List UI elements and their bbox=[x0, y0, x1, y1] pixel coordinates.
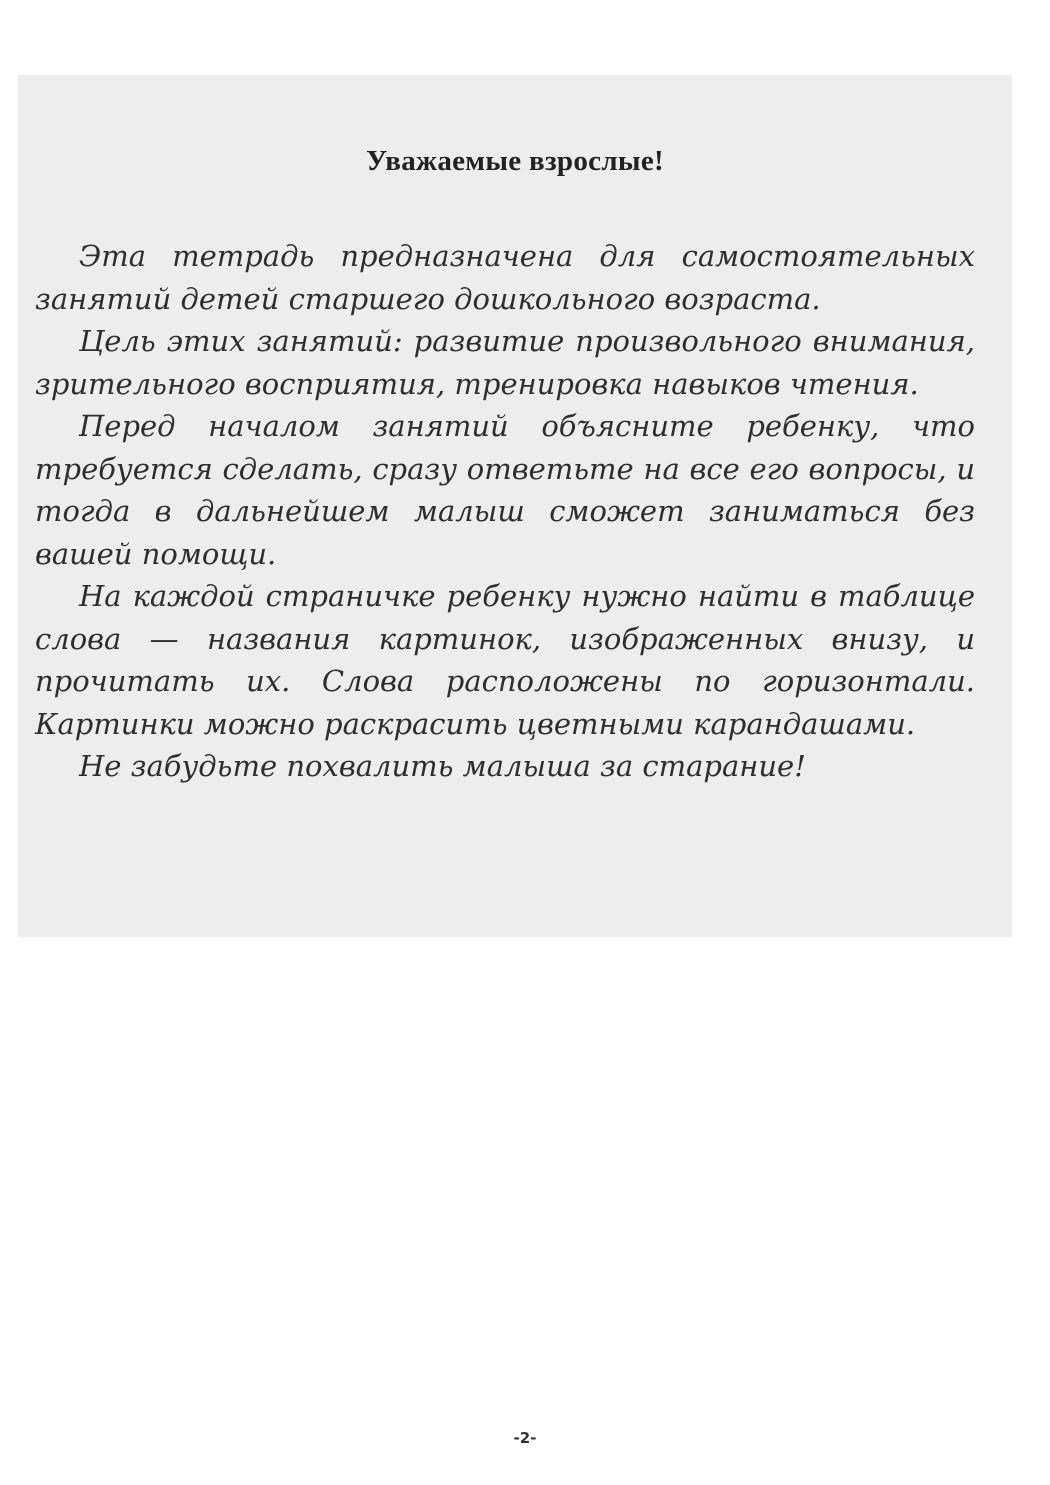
paragraph-instructions: Перед началом занятий объясните ребенку, что требуется сделать, сразу ответьте на все его вопросы, и тогда в дальнейшем малыш сможет заниматься без вашей помощи. bbox=[35, 409, 975, 571]
paragraph-goal: Цель этих занятий: развитие произвольного внимания, зрительного восприятия, тренировка навыков чтения. bbox=[35, 324, 975, 401]
intro-text bbox=[35, 235, 975, 788]
paragraph-task: На каждой страничке ребенку нужно найти в таблице слова — названия картинок, изображенных внизу, и прочитать их. Слова расположены по горизонтали. Картинки можно раскрасить цветными карандашами. bbox=[35, 579, 975, 741]
paragraph-praise: Не забудьте похвалить малыша за старание! bbox=[79, 749, 806, 783]
paragraph-purpose: Эта тетрадь предназначена для самостоятельных занятий детей старшего дошкольного возраста. bbox=[35, 239, 975, 316]
intro-panel bbox=[18, 75, 1012, 937]
page-title: Уважаемые взрослые! bbox=[366, 145, 664, 177]
page-number: -2- bbox=[513, 1429, 537, 1447]
